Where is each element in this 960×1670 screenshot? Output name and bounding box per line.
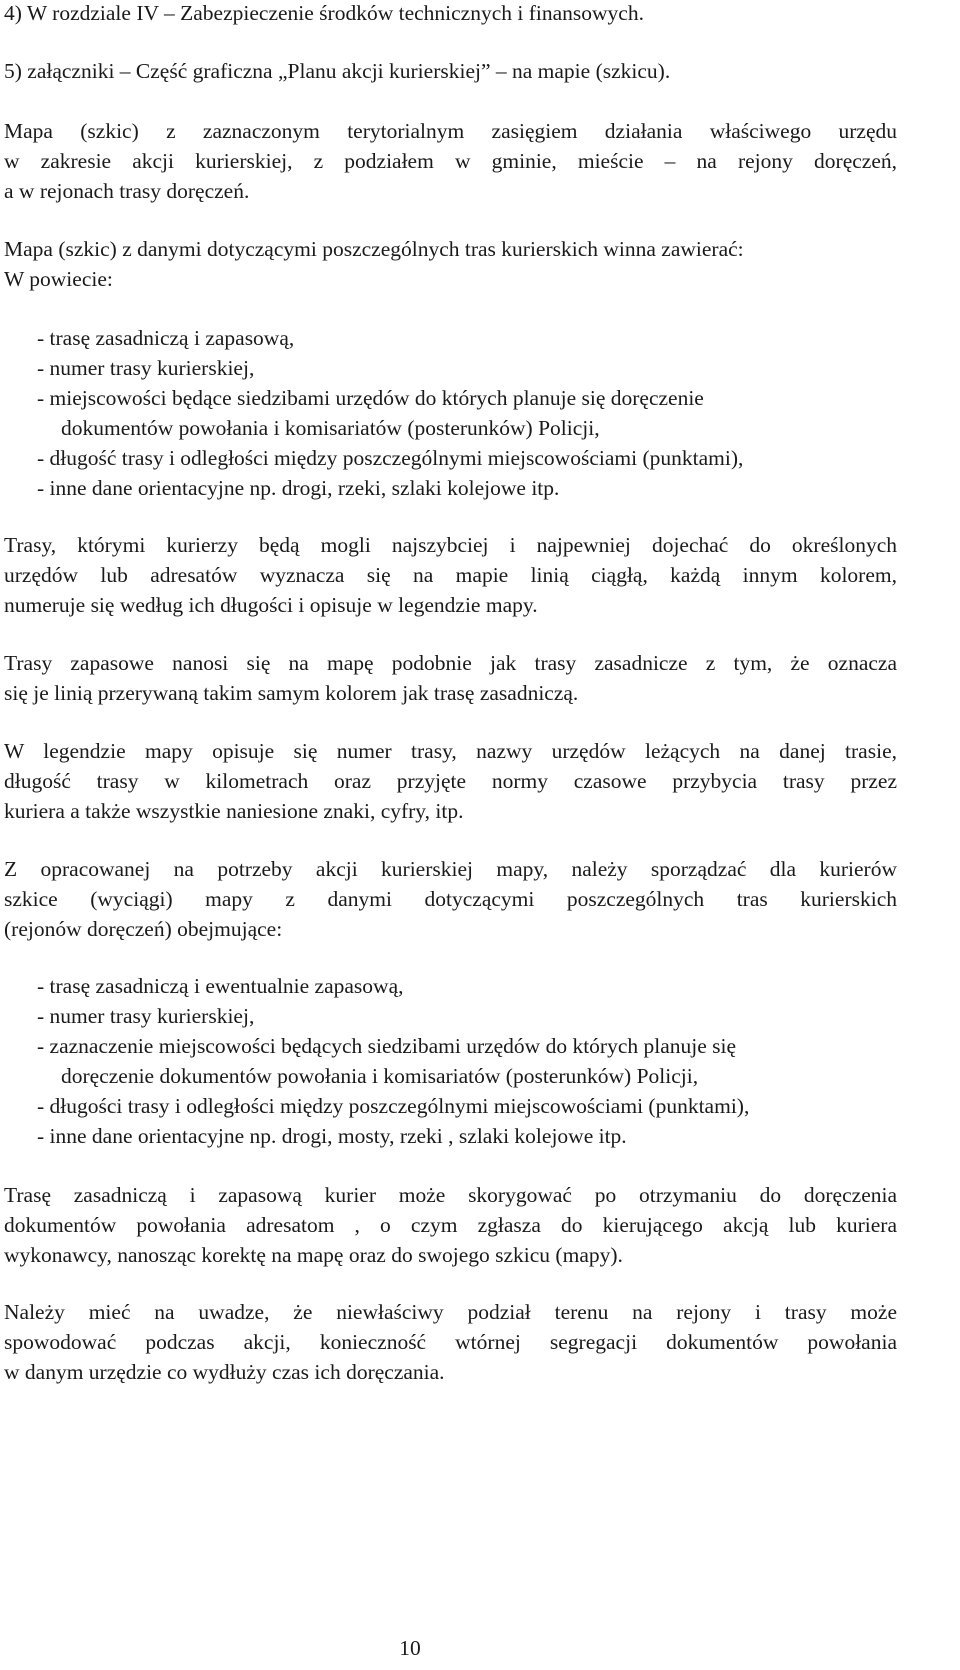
- item-4: [4, 0, 897, 28]
- list-item: - miejscowości będące siedzibami urzędów do których planuje się doręczenie: [37, 386, 704, 410]
- paragraph-line: w zakresie akcji kurierskiej, z podziałem w gminie, mieście – na rejony doręczeń,: [4, 149, 897, 173]
- list-item: - trasę zasadniczą i zapasową,: [37, 326, 295, 350]
- list-item: - inne dane orientacyjne np. drogi, mosty, rzeki , szlaki kolejowe itp.: [37, 1124, 627, 1148]
- paragraph-route-correction: [4, 1180, 897, 1270]
- paragraph-line: Mapa (szkic) z danymi dotyczącymi poszczególnych tras kurierskich winna zawierać:: [4, 237, 744, 261]
- paragraph-line: Trasę zasadniczą i zapasową kurier może skorygować po otrzymaniu do doręczenia: [4, 1183, 897, 1207]
- paragraph-backup-routes: [4, 648, 897, 708]
- paragraph-line: w danym urzędzie co wydłuży czas ich doręczania.: [4, 1360, 445, 1384]
- paragraph-line: (rejonów doręczeń) obejmujące:: [4, 917, 283, 941]
- paragraph-line: Należy mieć na uwadze, że niewłaściwy podział terenu na rejony i trasy może: [4, 1300, 897, 1324]
- item-5-text: 5) załączniki – Część graficzna „Planu akcji kurierskiej” – na mapie (szkicu).: [4, 59, 671, 83]
- paragraph-warning: [4, 1297, 897, 1387]
- paragraph-map-scope: [4, 116, 897, 206]
- list-item: - numer trasy kurierskiej,: [37, 356, 255, 380]
- list-item-continuation: doręczenie dokumentów powołania i komisariatów (posterunków) Policji,: [61, 1064, 699, 1088]
- list-item-continuation: dokumentów powołania i komisariatów (posterunków) Policji,: [61, 416, 600, 440]
- paragraph-line: Mapa (szkic) z zaznaczonym terytorialnym zasięgiem działania właściwego urzędu: [4, 119, 897, 143]
- paragraph-line: W legendzie mapy opisuje się numer trasy, nazwy urzędów leżących na danej trasie,: [4, 739, 897, 763]
- map-contents-list: [4, 323, 897, 503]
- paragraph-line: kuriera a także wszystkie naniesione znaki, cyfry, itp.: [4, 799, 464, 823]
- paragraph-line: urzędów lub adresatów wyznacza się na mapie linią ciągłą, każdą innym kolorem,: [4, 563, 897, 587]
- page-number: 10: [399, 1636, 421, 1660]
- list-item: - zaznaczenie miejscowości będących siedzibami urzędów do których planuje się: [37, 1034, 737, 1058]
- paragraph-map-contents: [4, 234, 897, 294]
- list-item: - długość trasy i odległości między poszczególnymi miejscowościami (punktami),: [37, 446, 744, 470]
- sketch-contents-list: [4, 971, 897, 1151]
- paragraph-routes: [4, 530, 897, 620]
- paragraph-line: się je linią przerywaną takim samym kolorem jak trasę zasadniczą.: [4, 681, 579, 705]
- paragraph-line: spowodować podczas akcji, konieczność wtórnej segregacji dokumentów powołania: [4, 1330, 897, 1354]
- list-item: - trasę zasadniczą i ewentualnie zapasową,: [37, 974, 404, 998]
- item-4-text: 4) W rozdziale IV – Zabezpieczenie środków technicznych i finansowych.: [4, 1, 644, 25]
- paragraph-line: a w rejonach trasy doręczeń.: [4, 179, 250, 203]
- item-5: [4, 56, 897, 86]
- paragraph-line: Z opracowanej na potrzeby akcji kurierskiej mapy, należy sporządzać dla kurierów: [4, 857, 897, 881]
- paragraph-line: wykonawcy, nanosząc korektę na mapę oraz do swojego szkicu (mapy).: [4, 1243, 623, 1267]
- list-item: - inne dane orientacyjne np. drogi, rzeki, szlaki kolejowe itp.: [37, 476, 560, 500]
- list-item: - numer trasy kurierskiej,: [37, 1004, 255, 1028]
- paragraph-line: numeruje się według ich długości i opisuje w legendzie mapy.: [4, 593, 538, 617]
- paragraph-line: długość trasy w kilometrach oraz przyjęte normy czasowe przybycia trasy przez: [4, 769, 897, 793]
- paragraph-line: W powiecie:: [4, 267, 113, 291]
- paragraph-line: szkice (wyciągi) mapy z danymi dotyczącymi poszczególnych tras kurierskich: [4, 887, 897, 911]
- paragraph-line: Trasy, którymi kurierzy będą mogli najszybciej i najpewniej dojechać do określonych: [4, 533, 897, 557]
- paragraph-courier-sketches: [4, 854, 897, 944]
- paragraph-line: dokumentów powołania adresatom , o czym zgłasza do kierującego akcją lub kuriera: [4, 1213, 897, 1237]
- paragraph-line: Trasy zapasowe nanosi się na mapę podobnie jak trasy zasadnicze z tym, że oznacza: [4, 651, 897, 675]
- list-item: - długości trasy i odległości między poszczególnymi miejscowościami (punktami),: [37, 1094, 750, 1118]
- paragraph-legend: [4, 736, 897, 826]
